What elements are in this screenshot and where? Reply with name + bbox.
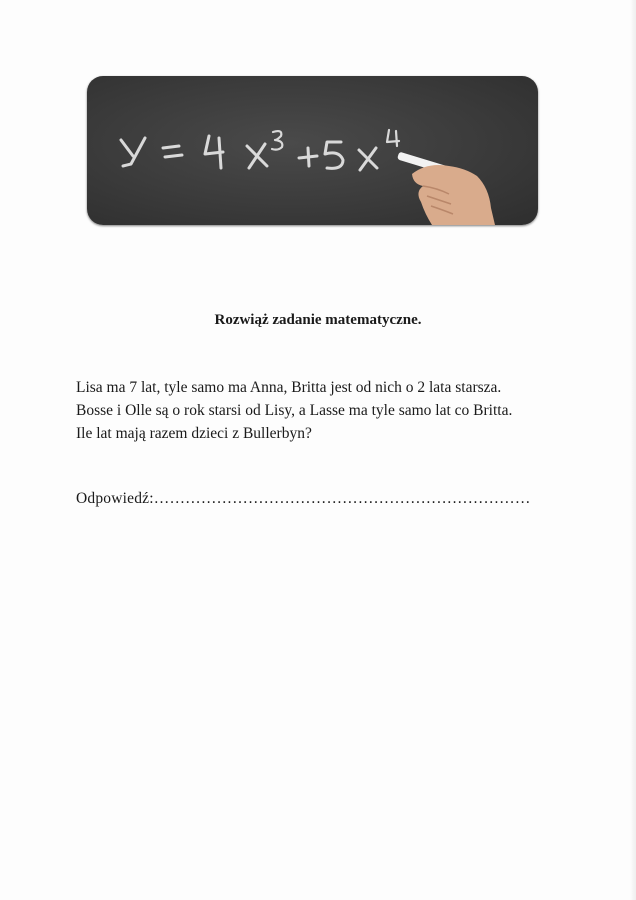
chalkboard-drawing <box>87 76 538 225</box>
chalk-plus-vertical <box>308 148 309 166</box>
chalk-y-stroke-1 <box>121 140 133 156</box>
scan-shadow <box>630 0 636 900</box>
problem-line-1: Lisa ma 7 lat, tyle samo ma Anna, Britta jest od nich o 2 lata starsza. <box>76 379 502 396</box>
chalk-5 <box>325 142 343 168</box>
answer-line: Odpowiedź:……………………………………………………………… <box>76 490 531 507</box>
problem-line-3: Ile lat mają razem dzieci z Bullerbyn? <box>76 425 312 442</box>
chalk-exponent-3 <box>272 131 282 150</box>
chalk-equals-bottom <box>165 155 182 157</box>
chalk-equals-top <box>163 146 179 148</box>
chalkboard-image <box>87 76 538 225</box>
hand-shape <box>412 165 495 225</box>
problem-text <box>76 376 596 445</box>
hand-with-chalk <box>397 152 495 225</box>
problem-line-2: Bosse i Olle są o rok starsi od Lisy, a Lasse ma tyle samo lat co Britta. <box>76 402 513 419</box>
worksheet-title: Rozwiąż zadanie matematyczne. <box>214 312 422 328</box>
chalk-y-stroke-2 <box>123 138 145 166</box>
chalk-4-stroke-2 <box>219 138 221 168</box>
chalk-exponent-4-b <box>396 131 397 146</box>
chalk-x-stroke-2 <box>249 144 265 168</box>
